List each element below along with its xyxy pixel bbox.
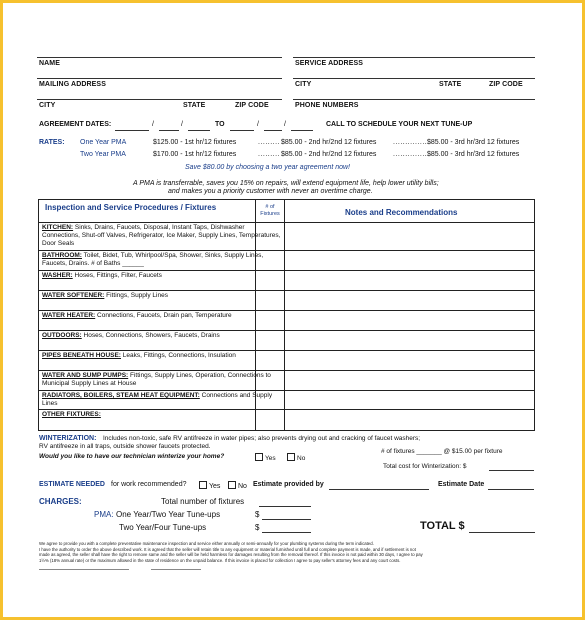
row-title: KITCHEN: <box>42 224 74 231</box>
city-label-right: CITY <box>295 81 312 88</box>
legal-line: 1½% (18% annual rate) or the maximum allowed in the state of residence on the unpaid balance. If this invoice is placed for collection I agree to pay seller's attorney fees and any court costs. <box>39 557 401 563</box>
leader-dots: .............. <box>393 139 428 146</box>
table-row <box>39 409 284 431</box>
legal-terms <box>39 541 423 563</box>
checkbox-icon <box>228 481 236 489</box>
rate-second-hour: $85.00 - 2nd hr/2nd 12 fixtures <box>281 139 377 146</box>
date-slash: / <box>284 121 286 128</box>
notes-line <box>284 370 534 371</box>
row-text: Hoses, Fittings, Filter, Faucets <box>74 272 162 279</box>
state-label-right: STATE <box>439 81 462 88</box>
row-text: Connections, Faucets, Drain pan, Temperature <box>97 312 232 319</box>
winterization-text-1: Includes non-toxic, safe RV antifreeze in water pipes; also prevents drying out and cracking of faucet washers; <box>103 435 421 442</box>
row-text: Fittings, Supply Lines <box>106 292 168 299</box>
row-title: OUTDOORS: <box>42 332 82 339</box>
row-text: Hoses, Connections, Showers, Faucets, Drains <box>83 332 220 339</box>
charges-label: CHARGES: <box>39 497 82 506</box>
checkbox-icon <box>255 453 263 461</box>
estimate-needed-label: ESTIMATE NEEDED <box>39 481 105 488</box>
pma-form-sheet <box>3 3 582 617</box>
legal-line: I have the authority to order the above described work. It is agreed that the seller will retain title to any equipment or material furnished until full and complete payment is made, and if settlement is not <box>39 546 416 552</box>
call-to-schedule: CALL TO SCHEDULE YOUR NEXT TUNE-UP <box>326 121 473 128</box>
table-row <box>39 390 284 409</box>
table-row <box>39 270 284 290</box>
notes-line <box>284 270 534 271</box>
date-slash: / <box>181 121 183 128</box>
state-label-left: STATE <box>183 102 206 109</box>
estimate-for-work: for work recommended? <box>111 481 187 488</box>
zip-label-left: ZIP CODE <box>235 102 269 109</box>
rate-term: Two Year PMA <box>80 151 126 158</box>
pma-note-1: A PMA is transferrable, saves you 15% on repairs, will extend equipment life, help lower utility bills; <box>133 180 439 187</box>
row-title: OTHER FIXTURES: <box>42 411 101 418</box>
notes-line <box>284 250 534 251</box>
phone-numbers-label: PHONE NUMBERS <box>295 102 359 109</box>
two-four-year-label: Two Year/Four Tune-ups <box>119 523 207 532</box>
winterize-question: Would you like to have our technician winterize your home? <box>39 453 225 460</box>
zip-label-right: ZIP CODE <box>489 81 523 88</box>
winterization-label: WINTERIZATION: <box>39 435 97 442</box>
notes-line <box>284 350 534 351</box>
notes-line <box>284 330 534 331</box>
table-row <box>39 370 284 390</box>
rate-term: One Year PMA <box>80 139 127 146</box>
leader-dots: .............. <box>393 151 428 158</box>
leader-dots: ......... <box>258 151 281 158</box>
estimate-no[interactable] <box>226 481 247 490</box>
row-title: WATER HEATER: <box>42 312 96 319</box>
winterize-no[interactable] <box>285 453 305 462</box>
notes-line <box>284 290 534 291</box>
row-text: Leaks, Fittings, Connections, Insulation <box>122 352 236 359</box>
rate-first-hour: $170.00 - 1st hr/12 fixtures <box>153 151 237 158</box>
date-slash: / <box>257 121 259 128</box>
col-header-notes: Notes and Recommendations <box>345 208 458 217</box>
row-text: Toilet, Bidet, Tub, Whirlpool/Spa, Shower, Sinks, Supply Lines, Faucets, Drains. # of Baths ______ <box>42 252 264 267</box>
row-title: RADIATORS, BOILERS, STEAM HEAT EQUIPMENT: <box>42 392 200 399</box>
name-label: NAME <box>39 60 61 67</box>
table-row <box>39 310 284 330</box>
row-title: PIPES BENEATH HOUSE: <box>42 352 121 359</box>
legal-line: We agree to provide you with a complete preventative maintenance inspection and service either annually or semi-annually for your plumbing systems during the term indicated. <box>39 541 374 546</box>
col-header-fixtures: # of Fixtures <box>260 204 280 217</box>
table-row <box>39 250 284 270</box>
col-header-procedures: Inspection and Service Procedures / Fixtures <box>45 203 217 212</box>
mailing-address-label: MAILING ADDRESS <box>39 81 106 88</box>
yes-label: Yes <box>209 483 221 490</box>
dollar-sign: $ <box>255 510 260 519</box>
estimate-provided-label: Estimate provided by <box>253 481 324 488</box>
total-label: TOTAL $ <box>420 520 465 532</box>
notes-line <box>284 390 534 391</box>
winterization-fixtures: # of fixtures _______ @ $15.00 per fixture <box>381 448 503 455</box>
to-label: TO <box>215 121 225 128</box>
rate-first-hour: $125.00 - 1st hr/12 fixtures <box>153 139 237 146</box>
winterization-total-label: Total cost for Winterization: $ <box>383 463 467 470</box>
table-row <box>39 330 284 350</box>
row-title: WATER AND SUMP PUMPS: <box>42 372 129 379</box>
no-label: No <box>238 483 247 490</box>
rates-label: RATES: <box>39 139 65 146</box>
row-text: Sinks, Drains, Faucets, Disposal, Instant Taps, Dishwasher Connections, Shut-off Valves, Refrigerator, Ice Maker, Supply Lines, Temperatures, Door Seals <box>42 224 281 247</box>
notes-line <box>284 222 534 223</box>
city-label-left: CITY <box>39 102 56 109</box>
notes-line <box>284 310 534 311</box>
rate-third-hour: $85.00 - 3rd hr/3rd 12 fixtures <box>427 139 520 146</box>
winterization-text-2: RV antifreeze in all traps, outside shower faucets protected. <box>39 443 211 450</box>
estimate-date-label: Estimate Date <box>438 481 485 488</box>
row-title: WATER SOFTENER: <box>42 292 105 299</box>
agreement-dates-label: AGREEMENT DATES: <box>39 121 112 128</box>
one-two-year-label: One Year/Two Year Tune-ups <box>116 510 221 519</box>
row-title: WASHER: <box>42 272 73 279</box>
pma-label: PMA: <box>94 510 114 519</box>
inspection-table <box>38 199 535 431</box>
no-label: No <box>297 455 306 462</box>
yes-label: Yes <box>265 455 276 462</box>
winterize-yes[interactable] <box>253 453 276 462</box>
row-text: Fittings, Supply Lines, Operation, Connections to Municipal Supply Lines at House <box>42 372 271 387</box>
total-fixtures-label: Total number of fixtures <box>161 497 245 506</box>
pma-note-2: and makes you a priority customer with never an overtime charge. <box>168 188 373 195</box>
row-title: BATHROOM: <box>42 252 82 259</box>
estimate-yes[interactable] <box>197 481 220 490</box>
rate-third-hour: $85.00 - 3rd hr/3rd 12 fixtures <box>427 151 520 158</box>
table-row <box>39 350 284 370</box>
rate-second-hour: $85.00 - 2nd hr/2nd 12 fixtures <box>281 151 377 158</box>
row-text: Connections and Supply Lines <box>42 392 273 407</box>
notes-line <box>284 409 534 410</box>
checkbox-icon <box>287 453 295 461</box>
service-address-label: SERVICE ADDRESS <box>295 60 364 67</box>
save-note: Save $80.00 by choosing a two year agreement now! <box>185 164 350 171</box>
date-slash: / <box>152 121 154 128</box>
legal-line: made as agreed, the seller shall have the right to remove same and the seller will be held harmless for damages resulting from the removal thereof. If this invoice is not paid within 30 days, I agree to pay <box>39 552 423 558</box>
table-row <box>39 222 284 250</box>
dollar-sign: $ <box>255 523 260 532</box>
leader-dots: ......... <box>258 139 281 146</box>
checkbox-icon <box>199 481 207 489</box>
table-row <box>39 290 284 310</box>
